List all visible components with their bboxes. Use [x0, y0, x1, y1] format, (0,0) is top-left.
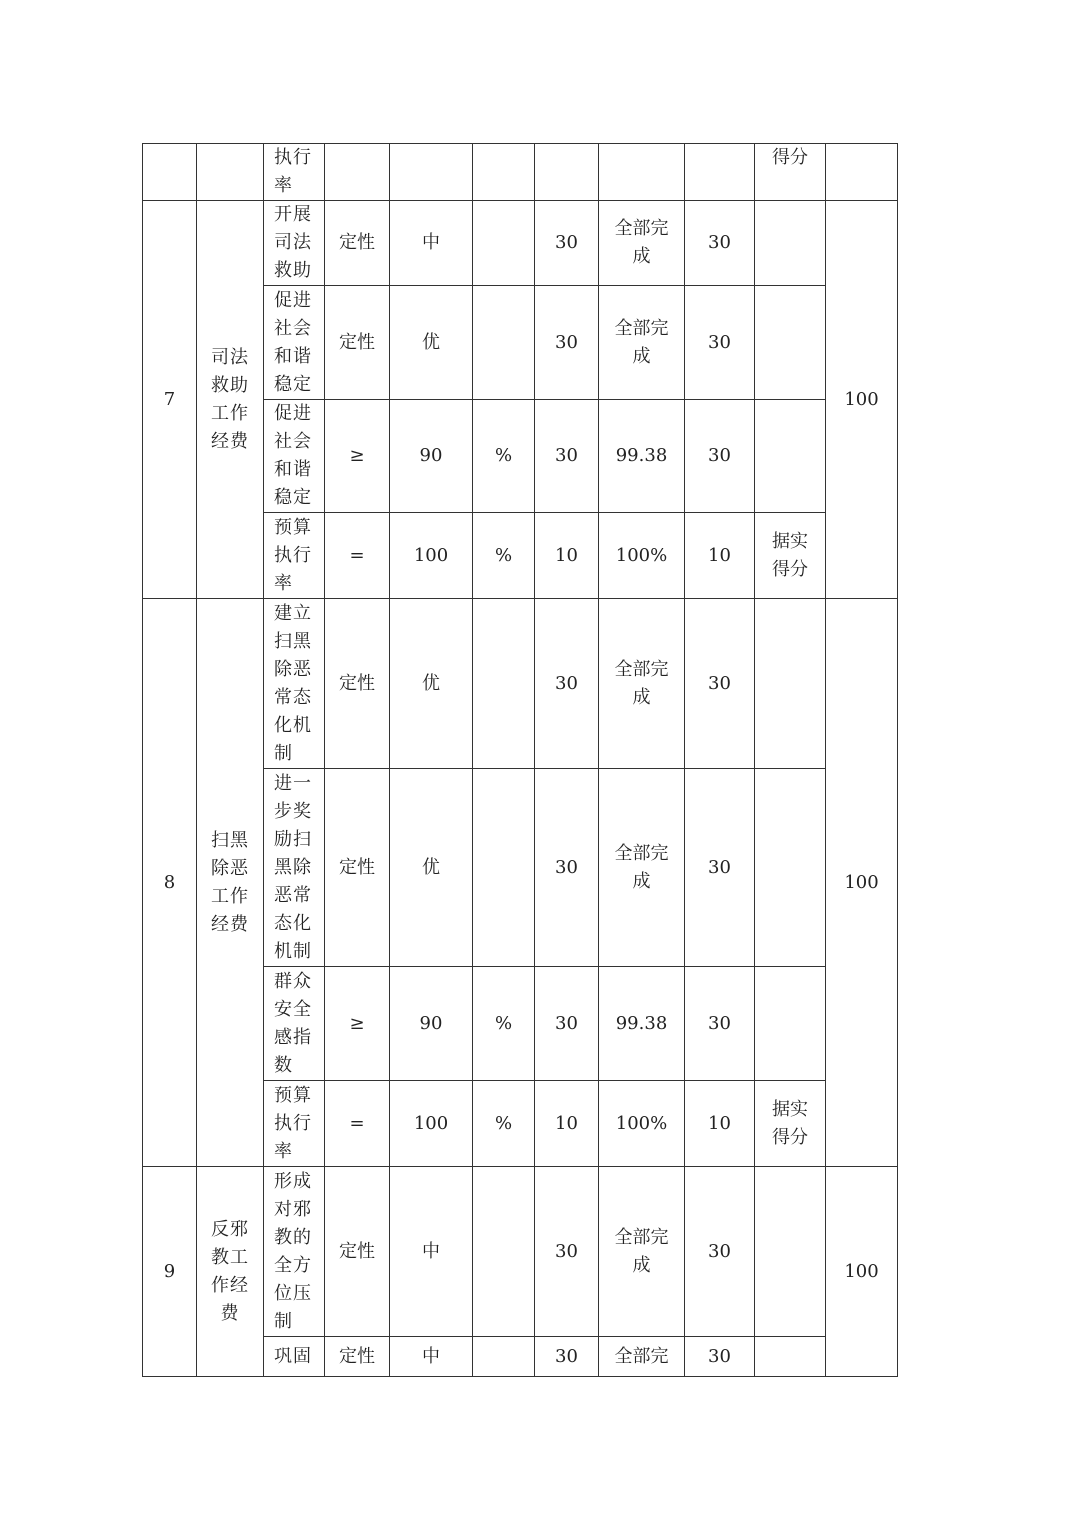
indicator-name-text: 群众 安全 感指 数: [274, 970, 312, 1076]
indicator-score-text: 30: [708, 856, 731, 878]
project-total-score: [826, 201, 898, 599]
indicator-weight: [535, 1337, 599, 1377]
indicator-target: [390, 286, 473, 400]
indicator-name: [264, 286, 325, 400]
indicator-name: [264, 1337, 325, 1377]
project-total-score-text: 100: [844, 1260, 879, 1282]
indicator-actual: [599, 599, 685, 769]
indicator-name: [264, 967, 325, 1081]
project-total-score-text: 100: [844, 871, 879, 893]
project-total-score-text: 100: [844, 388, 879, 410]
indicator-target: [390, 769, 473, 967]
table-row: [143, 1167, 898, 1337]
indicator-weight-text: 30: [555, 232, 578, 253]
indicator-weight-text: 10: [555, 544, 578, 566]
indicator-unit-text: %: [494, 445, 513, 466]
indicator-note: [755, 1081, 826, 1167]
indicator-operator-text: 定性: [339, 1240, 375, 1262]
indicator-score: [685, 1337, 755, 1377]
indicator-operator-text: ≥: [349, 1012, 365, 1034]
indicator-name-text: 预算 执行 率: [274, 1084, 312, 1162]
indicator-weight-text: 30: [555, 1240, 578, 1262]
indicator-name: [264, 201, 325, 286]
project-name-text: 扫黑 除恶 工作 经费: [211, 829, 249, 935]
table-row: [143, 201, 898, 286]
indicator-score: [685, 1081, 755, 1167]
indicator-operator-text: ≥: [349, 445, 365, 466]
indicator-weight: [535, 1081, 599, 1167]
indicator-weight: [535, 201, 599, 286]
project-number-text: 9: [163, 1260, 176, 1282]
indicator-weight-text: 30: [555, 1345, 578, 1367]
indicator-operator: [325, 400, 390, 513]
cell-total: [826, 144, 898, 201]
indicator-operator: [325, 1167, 390, 1337]
indicator-operator: [325, 599, 390, 769]
indicator-unit: [473, 599, 535, 769]
indicator-score-text: 30: [708, 1345, 731, 1367]
indicator-actual: [599, 1167, 685, 1337]
indicator-operator: [325, 1081, 390, 1167]
indicator-unit: [473, 400, 535, 513]
indicator-actual-text: 全部完: [614, 1345, 669, 1367]
project-name: [197, 201, 264, 599]
indicator-weight: [535, 599, 599, 769]
project-name-text: 反邪 教工 作经 费: [211, 1218, 249, 1324]
indicator-actual-text: 全部完 成: [614, 842, 669, 892]
indicator-operator-text: =: [349, 544, 365, 566]
indicator-note: [755, 967, 826, 1081]
indicator-score-text: 30: [708, 232, 731, 253]
indicator-target-text: 中: [422, 232, 440, 253]
indicator-actual: [599, 967, 685, 1081]
indicator-operator-text: 定性: [339, 232, 375, 253]
indicator-operator-text: 定性: [339, 1345, 375, 1367]
indicator-note: [755, 1337, 826, 1377]
indicator-score: [685, 400, 755, 513]
indicator-target: [390, 967, 473, 1081]
indicator-target-text: 90: [419, 1012, 443, 1034]
indicator-score-text: 30: [708, 1240, 731, 1262]
indicator-name: [264, 513, 325, 599]
indicator-unit-text: %: [494, 544, 513, 566]
indicator-score: [685, 599, 755, 769]
indicator-target-text: 优: [422, 672, 440, 694]
indicator-actual-text: 全部完 成: [614, 218, 669, 267]
indicator-score-text: 30: [708, 1012, 731, 1034]
continuation-row: [143, 144, 898, 201]
indicator-target-text: 100: [413, 544, 449, 566]
indicator-note-text: 据实 得分: [772, 530, 808, 580]
project-name: [197, 1167, 264, 1377]
indicator-note: [755, 1167, 826, 1337]
indicator-actual-text: 全部完 成: [614, 1226, 669, 1276]
indicator-note-text: 据实 得分: [772, 1098, 808, 1148]
indicator-actual: [599, 286, 685, 400]
indicator-operator: [325, 769, 390, 967]
indicator-unit: [473, 1167, 535, 1337]
indicator-score-text: 10: [708, 544, 731, 566]
indicator-target: [390, 599, 473, 769]
indicator-target-text: 中: [422, 1345, 440, 1367]
indicator-weight: [535, 286, 599, 400]
indicator-target: [390, 1167, 473, 1337]
project-number-text: 7: [163, 388, 176, 410]
indicator-actual: [599, 1337, 685, 1377]
indicator-unit: [473, 769, 535, 967]
indicator-weight-text: 30: [555, 672, 578, 694]
indicator-name-text: 开展 司法 救助: [274, 204, 312, 281]
cell-score: [685, 144, 755, 201]
indicator-score: [685, 769, 755, 967]
indicator-operator-text: 定性: [339, 672, 375, 694]
indicator-name-text: 预算 执行 率: [274, 516, 312, 594]
indicator-actual-text: 100%: [615, 1112, 668, 1134]
indicator-score-text: 30: [708, 672, 731, 694]
indicator-operator-text: 定性: [339, 331, 375, 353]
indicator-score-text: 30: [708, 445, 731, 466]
indicator-actual-text: 全部完 成: [614, 658, 669, 708]
indicator-unit: [473, 201, 535, 286]
indicator-score: [685, 1167, 755, 1337]
indicator-operator-text: 定性: [339, 856, 375, 878]
indicator-target: [390, 1337, 473, 1377]
indicator-target: [390, 400, 473, 513]
indicator-note: [755, 400, 826, 513]
indicator-target: [390, 513, 473, 599]
indicator-target-text: 90: [419, 445, 443, 466]
cell-operator: [325, 144, 390, 201]
indicator-unit: [473, 513, 535, 599]
indicator-weight-text: 30: [555, 856, 578, 878]
indicator-name: [264, 769, 325, 967]
project-total-score: [826, 1167, 898, 1377]
indicator-target-text: 100: [413, 1112, 449, 1134]
indicator-unit: [473, 286, 535, 400]
indicator-name-text: 促进 社会 和谐 稳定: [274, 403, 312, 508]
indicator-weight: [535, 769, 599, 967]
project-number: [143, 599, 197, 1167]
indicator-operator: [325, 286, 390, 400]
indicator-weight-text: 30: [555, 445, 578, 466]
project-name-text: 司法 救助 工作 经费: [211, 346, 249, 452]
indicator-score-text: 30: [708, 331, 731, 353]
indicator-name: [264, 1167, 325, 1337]
indicator-note: [755, 769, 826, 967]
indicator-score-text: 10: [708, 1112, 731, 1134]
indicator-name-text: 促进 社会 和谐 稳定: [274, 289, 312, 395]
indicator-note: [755, 599, 826, 769]
cell-unit: [473, 144, 535, 201]
project-number: [143, 201, 197, 599]
indicator-actual: [599, 513, 685, 599]
indicator-name-text: 建立 扫黑 除恶 常态 化机 制: [274, 602, 312, 764]
indicator-score: [685, 201, 755, 286]
indicator-weight-text: 30: [555, 1012, 578, 1034]
indicator-weight: [535, 1167, 599, 1337]
indicator-weight-text: 30: [555, 331, 578, 353]
indicator-operator: [325, 967, 390, 1081]
cell-actual: [599, 144, 685, 201]
cell-indicator: [264, 144, 325, 201]
indicator-name: [264, 1081, 325, 1167]
indicator-actual: [599, 201, 685, 286]
indicator-target-text: 中: [422, 1240, 440, 1262]
indicator-name: [264, 599, 325, 769]
indicator-score: [685, 967, 755, 1081]
indicator-note: [755, 513, 826, 599]
indicator-unit: [473, 1337, 535, 1377]
indicator-note: [755, 286, 826, 400]
indicator-unit: [473, 967, 535, 1081]
cell-no: [143, 144, 197, 201]
indicator-weight: [535, 967, 599, 1081]
indicator-actual-text: 99.38: [615, 1012, 668, 1034]
indicator-actual: [599, 1081, 685, 1167]
indicator-target-text: 优: [422, 331, 440, 353]
cell-note-text: 得分: [772, 147, 808, 168]
table-row: [143, 599, 898, 769]
indicator-name-text: 形成 对邪 教的 全方 位压 制: [274, 1170, 312, 1332]
indicator-actual-text: 100%: [615, 544, 668, 566]
indicator-operator: [325, 1337, 390, 1377]
cell-target: [390, 144, 473, 201]
indicator-actual: [599, 400, 685, 513]
indicator-weight: [535, 400, 599, 513]
indicator-operator-text: =: [349, 1112, 365, 1134]
project-total-score: [826, 599, 898, 1167]
performance-evaluation-table: [142, 143, 898, 1377]
indicator-actual-text: 99.38: [615, 445, 668, 466]
indicator-name-text: 进一 步奖 励扫 黑除 恶常 态化 机制: [274, 772, 312, 962]
indicator-weight-text: 10: [555, 1112, 578, 1134]
indicator-name: [264, 400, 325, 513]
indicator-score: [685, 286, 755, 400]
cell-weight: [535, 144, 599, 201]
indicator-name-text: 巩固: [274, 1345, 312, 1367]
indicator-score: [685, 513, 755, 599]
indicator-actual: [599, 769, 685, 967]
project-number-text: 8: [163, 871, 176, 893]
indicator-unit-text: %: [494, 1112, 513, 1134]
cell-project-name: [197, 144, 264, 201]
indicator-operator: [325, 513, 390, 599]
project-name: [197, 599, 264, 1167]
indicator-note: [755, 201, 826, 286]
indicator-actual-text: 全部完 成: [614, 317, 669, 367]
cell-indicator-text: 执行 率: [274, 147, 312, 196]
project-number: [143, 1167, 197, 1377]
indicator-unit-text: %: [494, 1012, 513, 1034]
indicator-operator: [325, 201, 390, 286]
indicator-unit: [473, 1081, 535, 1167]
cell-note: [755, 144, 826, 201]
indicator-target-text: 优: [422, 856, 440, 878]
indicator-target: [390, 1081, 473, 1167]
indicator-weight: [535, 513, 599, 599]
indicator-target: [390, 201, 473, 286]
